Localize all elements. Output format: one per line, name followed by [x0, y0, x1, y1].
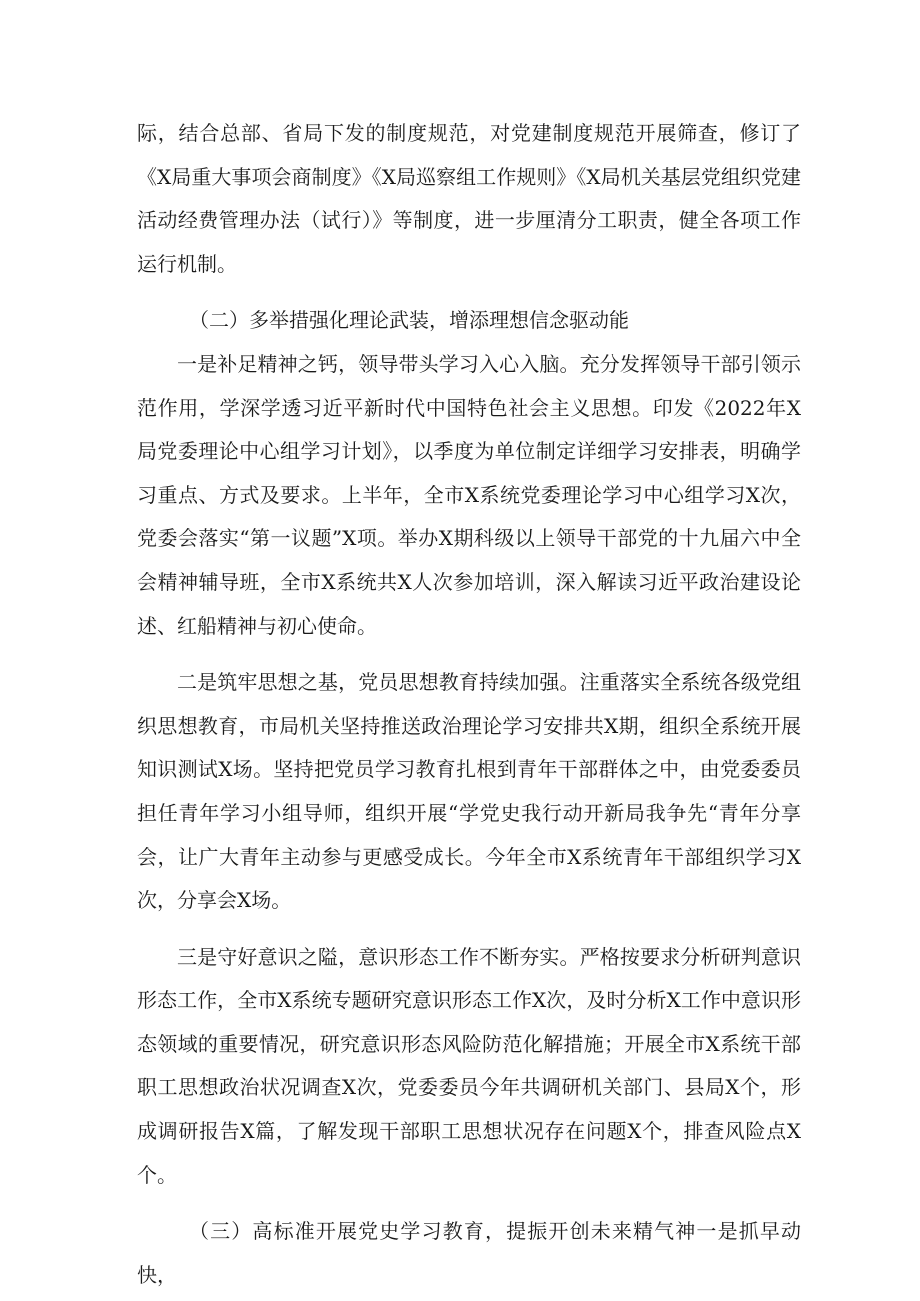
paragraph-third-point: 三是守好意识之隘，意识形态工作不断夯实。严格按要求分析研判意识形态工作，全市X系统专题研究意识形态工作X次，及时分析X工作中意识形态领域的重要情况，研究意识形态风险防范化解措施；开展全市X系统干部职工思想政治状况调查X次，党委委员今年共调研机关部门、县局X个，形成调研报告X篇，了解发现干部职工思想状况存在问题X个，排查风险点X个。 [137, 944, 801, 1187]
paragraph-first-point: 一是补足精神之钙，领导带头学习入心入脑。充分发挥领导干部引领示范作用，学深学透习近平新时代中国特色社会主义思想。印发《2022年X局党委理论中心组学习计划》，以季度为单位制定详细学习安排表，明确学习重点、方式及要求。上半年，全市X系统党委理论学习中心组学习X次，党委会落实“第一议题”X项。举办X期科级以上领导干部党的十九届六中全会精神辅导班，全市X系统共X人次参加培训，深入解读习近平政治建设论述、红船精神与初心使命。 [137, 351, 801, 638]
section-heading-3: （三）高标准开展党史学习教育，提振开创未来精气神一是抓早动快， [137, 1219, 801, 1287]
section-heading-2: （二）多举措强化理论武装，增添理想信念驱动能 [189, 308, 629, 333]
paragraph-second-point: 二是筑牢思想之基，党员思想教育持续加强。注重落实全系统各级党组织思想教育，市局机关坚持推送政治理论学习安排共X期，组织全系统开展知识测试X场。坚持把党员学习教育扎根到青年干部群体之中，由党委委员担任青年学习小组导师，组织开展“学党史我行动开新局我争先“青年分享会，让广大青年主动参与更感受成长。今年全市X系统青年干部组织学习X次，分享会X场。 [137, 670, 801, 913]
paragraph-institution-revision: 际，结合总部、省局下发的制度规范，对党建制度规范开展筛查，修订了《X局重大事项会商制度》《X局巡察组工作规则》《X局机关基层党组织党建活动经费管理办法（试行）》等制度，进一步厘清分工职责，健全各项工作运行机制。 [137, 121, 801, 276]
document-body [137, 112, 801, 1297]
